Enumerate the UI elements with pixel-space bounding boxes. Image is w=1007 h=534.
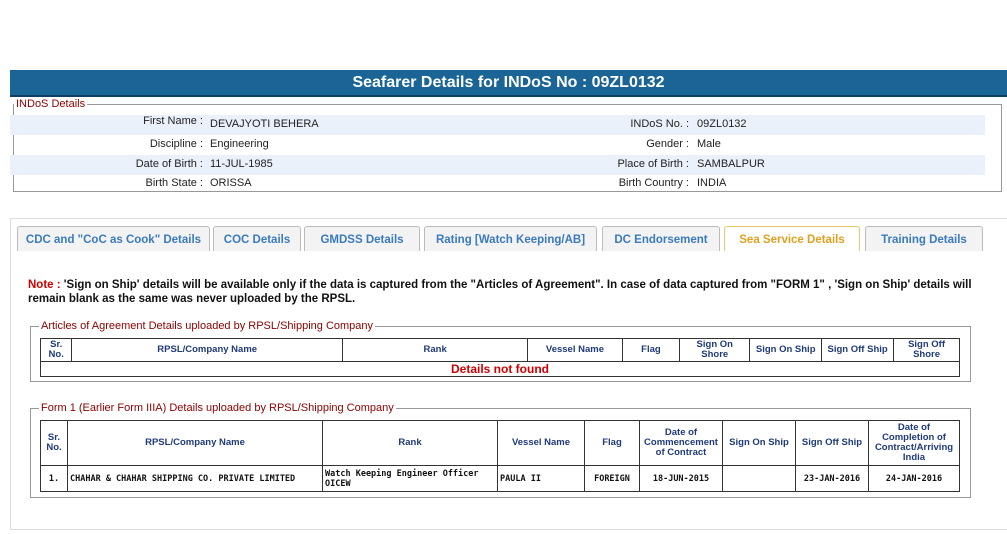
info-row-first-name bbox=[10, 115, 985, 135]
gender-value: Male bbox=[697, 138, 721, 150]
info-row-dob bbox=[10, 155, 985, 175]
table-row bbox=[41, 466, 960, 492]
form1-header-commencement: Date of Commencement of Contract bbox=[640, 421, 723, 466]
indos-no-label: INDoS No. : bbox=[630, 118, 689, 130]
birth-country-label: Birth Country : bbox=[618, 177, 689, 189]
tab-training-details[interactable]: Training Details bbox=[865, 226, 983, 251]
place-of-birth-value: SAMBALPUR bbox=[697, 158, 765, 170]
dob-label: Date of Birth : bbox=[135, 158, 203, 170]
form1-cell-rank: Watch Keeping Engineer Officer OICEW bbox=[323, 466, 498, 492]
birth-country-value: INDIA bbox=[697, 177, 727, 189]
articles-legend: Articles of Agreement Details uploaded by RPSL/Shipping Company bbox=[41, 320, 374, 332]
form1-cell-commencement: 18-JUN-2015 bbox=[640, 466, 723, 492]
indos-no-value: 09ZL0132 bbox=[697, 118, 747, 130]
form1-header-sr-no: Sr. No. bbox=[41, 421, 68, 466]
place-of-birth-label: Place of Birth : bbox=[617, 158, 689, 170]
gender-label: Gender : bbox=[646, 138, 689, 150]
form1-header-vessel-name: Vessel Name bbox=[498, 421, 585, 466]
form1-cell-sign-on-ship bbox=[723, 466, 796, 492]
tab-gmdss-details[interactable]: GMDSS Details bbox=[304, 226, 420, 251]
discipline-label: Discipline : bbox=[149, 138, 203, 150]
articles-header-sign-off-ship: Sign Off Ship bbox=[822, 339, 894, 362]
info-row-birth-state bbox=[10, 175, 985, 195]
form1-cell-sign-off-ship: 23-JAN-2016 bbox=[796, 466, 869, 492]
info-row-discipline bbox=[10, 135, 985, 155]
form1-cell-sr-no: 1. bbox=[41, 466, 68, 492]
articles-header-sign-on-ship: Sign On Ship bbox=[750, 339, 822, 362]
form1-cell-flag: FOREIGN bbox=[585, 466, 640, 492]
page-title: Seafarer Details for INDoS No : 09ZL0132 bbox=[10, 70, 1007, 97]
sea-service-note bbox=[28, 278, 988, 306]
form1-header-completion: Date of Completion of Contract/Arriving India bbox=[869, 421, 960, 466]
form1-header-company: RPSL/Company Name bbox=[68, 421, 323, 466]
articles-table bbox=[40, 338, 960, 377]
tab-cdc-details[interactable]: CDC and "CoC as Cook" Details bbox=[17, 226, 210, 251]
form1-header-sign-off-ship: Sign Off Ship bbox=[796, 421, 869, 466]
note-text: 'Sign on Ship' details will be available only if the data is captured from the "Articles of Agreement". In case of data captured from "FORM 1" , 'Sign on Ship' details will remain blank as the same was never uploaded by the RPSL. bbox=[28, 279, 972, 305]
articles-header-vessel-name: Vessel Name bbox=[528, 339, 622, 362]
form1-legend: Form 1 (Earlier Form IIIA) Details uploaded by RPSL/Shipping Company bbox=[41, 402, 394, 414]
form1-header-sign-on-ship: Sign On Ship bbox=[723, 421, 796, 466]
articles-header-flag: Flag bbox=[622, 339, 680, 362]
articles-header-sign-on-shore: Sign On Shore bbox=[680, 339, 750, 362]
articles-header-rank: Rank bbox=[342, 339, 527, 362]
discipline-value: Engineering bbox=[210, 138, 269, 150]
form1-table bbox=[40, 420, 960, 492]
tab-coc-details[interactable]: COC Details bbox=[213, 226, 301, 251]
form1-cell-company: CHAHAR & CHAHAR SHIPPING CO. PRIVATE LIMITED bbox=[68, 466, 323, 492]
form1-cell-completion: 24-JAN-2016 bbox=[869, 466, 960, 492]
birth-state-value: ORISSA bbox=[210, 177, 252, 189]
articles-not-found: Details not found bbox=[41, 362, 960, 377]
indos-details-legend: INDoS Details bbox=[16, 98, 86, 110]
articles-header-sign-off-shore: Sign Off Shore bbox=[894, 339, 960, 362]
form1-cell-vessel-name: PAULA II bbox=[498, 466, 585, 492]
tab-sea-service-details[interactable]: Sea Service Details bbox=[724, 226, 860, 251]
form1-header-flag: Flag bbox=[585, 421, 640, 466]
articles-header-company: RPSL/Company Name bbox=[72, 339, 343, 362]
note-label: Note : bbox=[28, 279, 61, 291]
dob-value: 11-JUL-1985 bbox=[210, 158, 273, 170]
form1-header-rank: Rank bbox=[323, 421, 498, 466]
birth-state-label: Birth State : bbox=[145, 177, 203, 189]
tab-rating-details[interactable]: Rating [Watch Keeping/AB] bbox=[424, 226, 597, 251]
first-name-label: First Name : bbox=[143, 115, 203, 127]
first-name-value: DEVAJYOTI BEHERA bbox=[210, 118, 319, 130]
articles-header-sr-no: Sr. No. bbox=[41, 339, 72, 362]
tab-dc-endorsement[interactable]: DC Endorsement bbox=[602, 226, 720, 251]
